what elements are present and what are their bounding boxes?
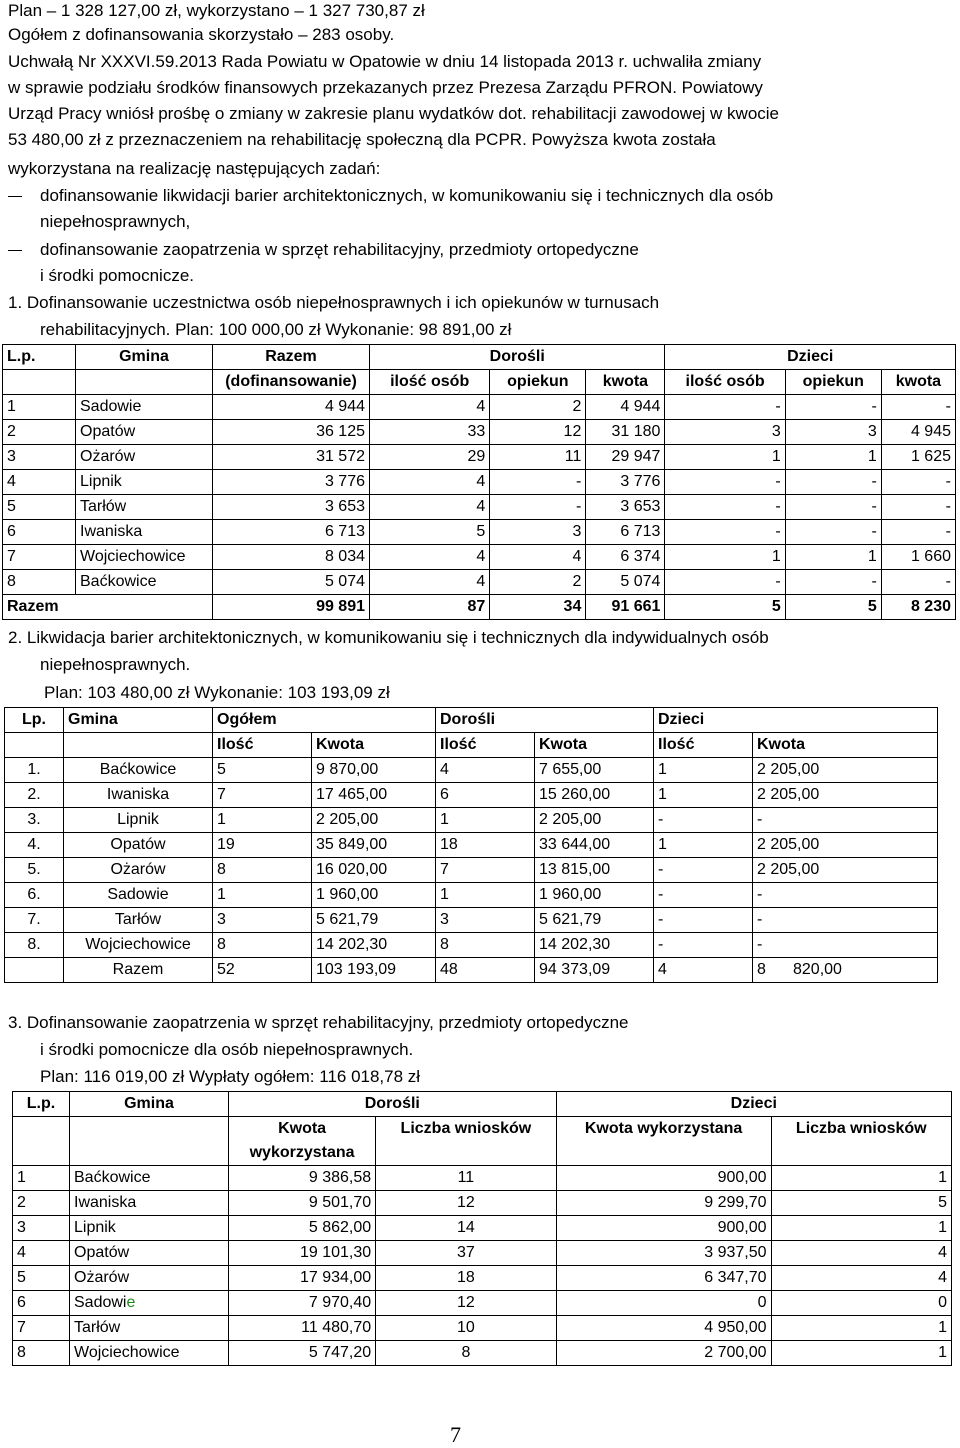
section-3-heading: 3. Dofinansowanie zaopatrzenia w sprzęt rehabilitacyjny, przedmioty ortopedyczne: [8, 1013, 629, 1032]
col-kwota: kwota: [586, 370, 665, 395]
gmina-cell: Opatów: [76, 420, 213, 445]
col-dzieci: Dzieci: [556, 1092, 951, 1117]
gmina-cell: Sadowie: [64, 883, 213, 908]
table-cell: 5: [213, 758, 312, 783]
col-dorosli: Dorośli: [370, 345, 665, 370]
col-gmina: Gmina: [70, 1092, 229, 1117]
gmina-cell: Iwaniska: [70, 1191, 229, 1216]
table-cell: -: [881, 470, 955, 495]
table-cell: 2 205,00: [753, 783, 938, 808]
table-cell: 12: [376, 1291, 556, 1316]
total-cell: 94 373,09: [535, 958, 654, 983]
table-cell: 1: [771, 1216, 951, 1241]
table-row: [13, 1241, 952, 1266]
table-cell: 19 101,30: [229, 1241, 376, 1266]
barriers-table: [4, 707, 938, 983]
plan-summary: Plan – 1 328 127,00 zł, wykorzystano – 1 327 730,87 zł: [8, 1, 425, 20]
table-cell: 11: [490, 445, 586, 470]
table-cell: 9 501,70: [229, 1191, 376, 1216]
table-cell: 6: [13, 1291, 70, 1316]
paragraph-line: Urząd Pracy wniósł prośbę o zmiany w zakresie planu wydatków dot. rehabilitacji zawodowej w kwocie: [8, 104, 780, 123]
table-cell: 4: [370, 545, 490, 570]
table-cell: 6.: [5, 883, 64, 908]
col-gmina: Gmina: [76, 345, 213, 370]
table-cell: 4 950,00: [556, 1316, 771, 1341]
gmina-cell: Baćkowice: [76, 570, 213, 595]
table-row: [5, 758, 938, 783]
table-cell: 12: [376, 1191, 556, 1216]
table-cell: 36 125: [213, 420, 370, 445]
col-dzieci: Dzieci: [665, 345, 956, 370]
table-cell: 3 653: [213, 495, 370, 520]
table-row: [13, 1316, 952, 1341]
table-cell: 6 713: [586, 520, 665, 545]
table-cell: 13 815,00: [535, 858, 654, 883]
table-cell: 8: [213, 858, 312, 883]
table-cell: -: [665, 570, 785, 595]
table-cell: 1: [771, 1166, 951, 1191]
table-cell: -: [654, 908, 753, 933]
table-cell: 4: [370, 495, 490, 520]
table-cell: 1 960,00: [312, 883, 436, 908]
table-cell: 3 776: [213, 470, 370, 495]
table-cell: 4 944: [586, 395, 665, 420]
table-cell: -: [881, 395, 955, 420]
table-row: [5, 883, 938, 908]
table-cell: 3: [13, 1216, 70, 1241]
gmina-cell: Iwaniska: [64, 783, 213, 808]
table-cell: 14 202,30: [312, 933, 436, 958]
table-cell: 5: [3, 495, 76, 520]
total-cell: 103 193,09: [312, 958, 436, 983]
table-cell: -: [785, 470, 881, 495]
table-cell: 16 020,00: [312, 858, 436, 883]
section-2-heading: 2. Likwidacja barier architektonicznych, w komunikowaniu się i technicznych dla indywidualnych osób: [8, 628, 769, 647]
col-ilosc-osob: ilość osób: [370, 370, 490, 395]
table-cell: 3 776: [586, 470, 665, 495]
col-kwota: Kwota: [753, 733, 938, 758]
table-row: [3, 420, 956, 445]
table-cell: 5: [370, 520, 490, 545]
table-cell: 33: [370, 420, 490, 445]
bullet-item-continuation: niepełnosprawnych,: [40, 212, 191, 231]
table-cell: -: [753, 933, 938, 958]
table-row: [13, 1191, 952, 1216]
col-lp: L.p.: [3, 345, 76, 370]
table-cell: -: [785, 395, 881, 420]
col-liczba-wnioskow: Liczba wniosków: [376, 1117, 556, 1166]
table-cell: 2: [490, 570, 586, 595]
table-cell: 1: [785, 545, 881, 570]
table-cell: 9 870,00: [312, 758, 436, 783]
table-cell: 1 660: [881, 545, 955, 570]
table-row: [13, 1216, 952, 1241]
table-cell: 4: [370, 470, 490, 495]
table-cell: 2 205,00: [312, 808, 436, 833]
col-opiekun: opiekun: [490, 370, 586, 395]
table-cell: 7 970,40: [229, 1291, 376, 1316]
table-cell: 8: [13, 1341, 70, 1366]
table-row: [5, 858, 938, 883]
col-ilosc: Ilość: [213, 733, 312, 758]
col-kwota: kwota: [881, 370, 955, 395]
table-cell: 7: [13, 1316, 70, 1341]
table-cell: 17 934,00: [229, 1266, 376, 1291]
table-cell: 8: [436, 933, 535, 958]
equipment-table: [12, 1091, 952, 1366]
table-cell: 10: [376, 1316, 556, 1341]
table-cell: 5 621,79: [312, 908, 436, 933]
table-row: [3, 545, 956, 570]
table-cell: 29: [370, 445, 490, 470]
dash-icon: [8, 196, 22, 197]
table-cell: 2 205,00: [535, 808, 654, 833]
paragraph-line: 53 480,00 zł z przeznaczeniem na rehabilitację społeczną dla PCPR. Powyższa kwota została: [8, 130, 716, 149]
bullet-item: dofinansowanie likwidacji barier architektonicznych, w komunikowaniu się i technicznych dla osób: [8, 185, 773, 207]
table-cell: 33 644,00: [535, 833, 654, 858]
gmina-cell: Wojciechowice: [76, 545, 213, 570]
table-cell: 6: [436, 783, 535, 808]
total-cell: 99 891: [213, 595, 370, 620]
total-cell: 91 661: [586, 595, 665, 620]
gmina-cell: Iwaniska: [76, 520, 213, 545]
table-cell: -: [665, 520, 785, 545]
total-cell: 8 230: [881, 595, 955, 620]
total-cell: 5: [785, 595, 881, 620]
total-cell: 48: [436, 958, 535, 983]
table-cell: 18: [436, 833, 535, 858]
table-cell: -: [665, 395, 785, 420]
table-cell: 1: [654, 833, 753, 858]
table-cell: 3: [213, 908, 312, 933]
col-opiekun: opiekun: [785, 370, 881, 395]
table-cell: -: [490, 495, 586, 520]
table-cell: -: [665, 470, 785, 495]
table-cell: 1: [771, 1341, 951, 1366]
bullet-item-continuation: i środki pomocnicze.: [40, 266, 195, 285]
table-cell: -: [753, 883, 938, 908]
table-cell: 1: [436, 883, 535, 908]
table-cell: -: [654, 883, 753, 908]
table-cell: 8: [376, 1341, 556, 1366]
resolution-line: Uchwałą Nr XXXVI.59.2013 Rada Powiatu w Opatowie w dniu 14 listopada 2013 r. uchwaliła zmiany: [8, 52, 762, 71]
col-ilosc: Ilość: [654, 733, 753, 758]
col-liczba-wnioskow: Liczba wniosków: [771, 1117, 951, 1166]
col-kwota: Kwota: [535, 733, 654, 758]
table-cell: 3.: [5, 808, 64, 833]
col-lp: L.p.: [13, 1092, 70, 1117]
table-cell: 2 205,00: [753, 833, 938, 858]
col-dorosli: Dorośli: [229, 1092, 557, 1117]
bullet-item: dofinansowanie zaopatrzenia w sprzęt rehabilitacyjny, przedmioty ortopedyczne: [8, 239, 639, 261]
turnus-table: [2, 344, 956, 620]
table-cell: -: [654, 808, 753, 833]
total-label: Razem: [3, 595, 213, 620]
table-cell: 4 945: [881, 420, 955, 445]
page-number: 7: [450, 1422, 461, 1447]
total-cell: 5: [665, 595, 785, 620]
table-cell: 3: [3, 445, 76, 470]
table-row: [13, 1341, 952, 1366]
section-3-plan: Plan: 116 019,00 zł Wypłaty ogółem: 116 018,78 zł: [40, 1067, 421, 1086]
table-cell: 5.: [5, 858, 64, 883]
table-cell: 8: [3, 570, 76, 595]
section-2-heading-cont: niepełnosprawnych.: [40, 655, 191, 674]
table-cell: 31 180: [586, 420, 665, 445]
table-cell: 17 465,00: [312, 783, 436, 808]
table-cell: 4 944: [213, 395, 370, 420]
gmina-cell: Sadowie: [70, 1291, 229, 1316]
section-1-plan: rehabilitacyjnych. Plan: 100 000,00 zł Wykonanie: 98 891,00 zł: [40, 320, 512, 339]
col-ogolem: Ogółem: [213, 708, 436, 733]
col-dofinansowanie: (dofinansowanie): [213, 370, 370, 395]
gmina-cell: Wojciechowice: [64, 933, 213, 958]
gmina-cell: Wojciechowice: [70, 1341, 229, 1366]
table-cell: 4: [490, 545, 586, 570]
table-cell: 1: [654, 758, 753, 783]
total-cell: 8 820,00: [753, 958, 938, 983]
gmina-cell: Lipnik: [64, 808, 213, 833]
table-cell: -: [654, 933, 753, 958]
table-cell: -: [881, 520, 955, 545]
table-cell: 3: [785, 420, 881, 445]
gmina-cell: Lipnik: [70, 1216, 229, 1241]
table-cell: 1.: [5, 758, 64, 783]
table-cell: 4: [3, 470, 76, 495]
table-cell: -: [654, 858, 753, 883]
col-kwota-wykorzystana: Kwota wykorzystana: [556, 1117, 771, 1166]
table-cell: 18: [376, 1266, 556, 1291]
total-cell: 52: [213, 958, 312, 983]
table-cell: 3 937,50: [556, 1241, 771, 1266]
table-cell: -: [665, 495, 785, 520]
table-cell: 4: [13, 1241, 70, 1266]
table-cell: 1: [213, 808, 312, 833]
table-cell: 900,00: [556, 1166, 771, 1191]
table-row: [5, 933, 938, 958]
table-cell: 8: [213, 933, 312, 958]
table-cell: 7: [436, 858, 535, 883]
table-cell: 0: [771, 1291, 951, 1316]
table-row: [5, 833, 938, 858]
gmina-cell: Opatów: [70, 1241, 229, 1266]
table-cell: 3: [665, 420, 785, 445]
table-cell: 3: [490, 520, 586, 545]
table-cell: 2: [3, 420, 76, 445]
table-cell: -: [753, 808, 938, 833]
gmina-cell: Tarłów: [70, 1316, 229, 1341]
table-cell: -: [785, 570, 881, 595]
table-row: [3, 520, 956, 545]
col-dzieci: Dzieci: [654, 708, 938, 733]
table-cell: 1: [436, 808, 535, 833]
table-cell: 1 625: [881, 445, 955, 470]
paragraph-line: w sprawie podziału środków finansowych przekazanych przez Prezesa Zarządu PFRON. Powiatowy: [8, 78, 763, 97]
col-ilosc: Ilość: [436, 733, 535, 758]
col-kwota: Kwota: [312, 733, 436, 758]
col-kwota-wykorzystana: Kwota wykorzystana: [229, 1117, 376, 1166]
table-cell: 7 655,00: [535, 758, 654, 783]
gmina-cell: Opatów: [64, 833, 213, 858]
gmina-cell: Ożarów: [76, 445, 213, 470]
table-row: [3, 495, 956, 520]
col-razem: Razem: [213, 345, 370, 370]
table-cell: 11: [376, 1166, 556, 1191]
table-cell: 1: [771, 1316, 951, 1341]
table-cell: 14 202,30: [535, 933, 654, 958]
total-cell: 87: [370, 595, 490, 620]
table-cell: 37: [376, 1241, 556, 1266]
gmina-cell: Lipnik: [76, 470, 213, 495]
table-cell: 4: [370, 395, 490, 420]
table-cell: 7.: [5, 908, 64, 933]
col-gmina: Gmina: [64, 708, 213, 733]
table-row: [3, 570, 956, 595]
table-cell: 3 653: [586, 495, 665, 520]
table-cell: 15 260,00: [535, 783, 654, 808]
table-cell: 5: [771, 1191, 951, 1216]
table-cell: -: [881, 570, 955, 595]
table-cell: 35 849,00: [312, 833, 436, 858]
table-cell: 2: [13, 1191, 70, 1216]
table-cell: 8.: [5, 933, 64, 958]
table-cell: 3: [436, 908, 535, 933]
gmina-cell: Baćkowice: [64, 758, 213, 783]
table-cell: 5 621,79: [535, 908, 654, 933]
dash-icon: [8, 250, 22, 251]
col-ilosc-osob: ilość osób: [665, 370, 785, 395]
table-row: [5, 908, 938, 933]
total-label: Razem: [64, 958, 213, 983]
table-cell: 4: [771, 1241, 951, 1266]
table-cell: 9 299,70: [556, 1191, 771, 1216]
col-dorosli: Dorośli: [436, 708, 654, 733]
table-cell: -: [753, 908, 938, 933]
table-cell: 2 205,00: [753, 858, 938, 883]
table-cell: 4: [771, 1266, 951, 1291]
table-cell: 900,00: [556, 1216, 771, 1241]
table-cell: 5: [13, 1266, 70, 1291]
table-cell: 19: [213, 833, 312, 858]
table-row: [5, 808, 938, 833]
table-row: [13, 1266, 952, 1291]
gmina-cell: Ożarów: [64, 858, 213, 883]
table-cell: 0: [556, 1291, 771, 1316]
table-row: [5, 783, 938, 808]
table-row: [3, 395, 956, 420]
gmina-cell: Baćkowice: [70, 1166, 229, 1191]
table-cell: 7: [213, 783, 312, 808]
gmina-cell: Tarłów: [76, 495, 213, 520]
table-cell: 2 205,00: [753, 758, 938, 783]
table-cell: 9 386,58: [229, 1166, 376, 1191]
gmina-cell: Sadowie: [76, 395, 213, 420]
section-1-heading: 1. Dofinansowanie uczestnictwa osób niepełnosprawnych i ich opiekunów w turnusach: [8, 293, 660, 312]
table-cell: 1: [13, 1166, 70, 1191]
table-cell: 4.: [5, 833, 64, 858]
table-cell: 12: [490, 420, 586, 445]
table-row: [13, 1166, 952, 1191]
table-cell: 6 374: [586, 545, 665, 570]
table-cell: -: [785, 520, 881, 545]
total-cell: 34: [490, 595, 586, 620]
table-row: [3, 445, 956, 470]
table-cell: 1: [213, 883, 312, 908]
table-cell: 31 572: [213, 445, 370, 470]
section-2-plan: Plan: 103 480,00 zł Wykonanie: 103 193,09 zł: [44, 683, 390, 702]
table-cell: 1: [654, 783, 753, 808]
table-cell: 1: [665, 445, 785, 470]
table-cell: 1: [3, 395, 76, 420]
table-cell: 8 034: [213, 545, 370, 570]
table-row: [13, 1291, 952, 1316]
table-cell: 2: [490, 395, 586, 420]
table-cell: 4: [370, 570, 490, 595]
table-cell: 2 700,00: [556, 1341, 771, 1366]
table-cell: 29 947: [586, 445, 665, 470]
beneficiaries-summary: Ogółem z dofinansowania skorzystało – 283 osoby.: [8, 25, 395, 44]
paragraph-line: wykorzystana na realizację następujących zadań:: [8, 159, 381, 178]
table-cell: 1: [665, 545, 785, 570]
table-cell: 7: [3, 545, 76, 570]
table-cell: -: [490, 470, 586, 495]
col-lp: Lp.: [5, 708, 64, 733]
table-cell: 5 862,00: [229, 1216, 376, 1241]
table-cell: 5 074: [213, 570, 370, 595]
table-cell: 4: [436, 758, 535, 783]
gmina-cell: Tarłów: [64, 908, 213, 933]
table-cell: -: [881, 495, 955, 520]
section-3-heading-cont: i środki pomocnicze dla osób niepełnosprawnych.: [40, 1040, 414, 1059]
table-cell: -: [785, 495, 881, 520]
table-cell: 2.: [5, 783, 64, 808]
table-cell: 1 960,00: [535, 883, 654, 908]
table-cell: 11 480,70: [229, 1316, 376, 1341]
gmina-cell: Ożarów: [70, 1266, 229, 1291]
table-cell: 14: [376, 1216, 556, 1241]
table-cell: 6: [3, 520, 76, 545]
table-cell: 5 074: [586, 570, 665, 595]
total-cell: 4: [654, 958, 753, 983]
table-cell: 5 747,20: [229, 1341, 376, 1366]
table-cell: 6 713: [213, 520, 370, 545]
table-row: [3, 470, 956, 495]
table-cell: 1: [785, 445, 881, 470]
table-cell: 6 347,70: [556, 1266, 771, 1291]
